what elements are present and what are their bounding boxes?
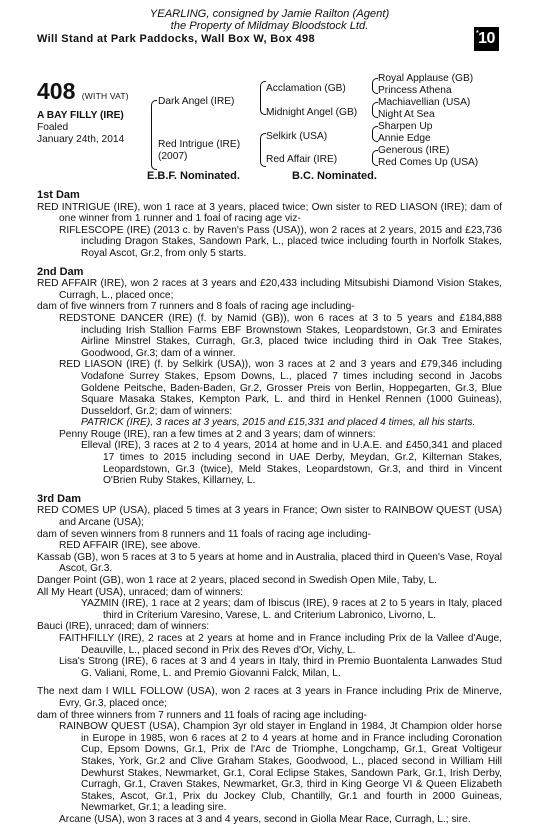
bc-nomination: B.C. Nominated. bbox=[292, 170, 377, 182]
catalogue-body bbox=[37, 190, 502, 825]
lot-badge-number: 10 bbox=[478, 30, 495, 47]
second-dam-heading: 2nd Dam bbox=[37, 265, 84, 278]
first-dam-text: RED INTRIGUE (IRE), won 1 race at 3 years, placed twice; Own sister to RED LIASON (IRE); dam of one winner from 1 runner and 1 foal of racing age viz- bbox=[37, 201, 502, 225]
sd-sire: Machiavellian (USA) bbox=[378, 97, 471, 108]
sire: Dark Angel (IRE) bbox=[158, 96, 235, 107]
first-dam-heading: 1st Dam bbox=[37, 189, 80, 201]
third-dam-grandproduce-1: YAZMIN (IRE), 1 race at 2 years; dam of Ibiscus (IRE), 9 races at 2 to 5 years in Italy, placed third in Criterium Varesino, Varese, L. and Criterium Labronico, Livorno, L. bbox=[81, 598, 502, 621]
second-dam-grandproduce-1: PATRICK (IRE), 3 races at 3 years, 2015 and £15,331 and placed 4 times, all his starts. bbox=[81, 417, 476, 429]
next-dam-produce-1: RAINBOW QUEST (USA), Champion 3yr old stayer in England in 1984, Jt Champion older horse in Europe in 1985, won 6 races at 2 to 4 years at home and in France including Coronation Cup, Epsom Downs, Gr.1, Prix de l'Arc de Triomphe, Longchamp, Gr.1, Great Voltigeur Stakes, York, Gr.2 and Clive Graham Stakes, Goodwood, L., placed second in William Hill Dewhurst Stakes, Newmarket, Gr.1, Coral Eclipse Stakes, Sandown Park, Gr.1, Irish Derby, Curragh, Gr.1, Craven Stakes, Newmarket, Gr.3, third in King George VI & Queen Elizabeth Stakes, Ascot, Gr.1, Prix du Jockey Club, Chantilly, Gr.1 and fourth in 2000 Guineas, Newmarket, Gr.1; a leading sire. bbox=[59, 721, 502, 814]
second-dam-produce-2: RED LIASON (IRE) (f. by Selkirk (USA)), won 3 races at 2 and 3 years and £79,346 including Vodafone Surrey Stakes, Epsom Downs, L., placed 7 times including second in Jacobs Goldene Peitsche, Baden-Baden, Gr.2, Grosser Preis von Berlin, Hoppegarten, Gr.3, Blue Square Masaka Stakes, Kempton Park, L. and third in Henkel Rennen (1000 Guineas), Dusseldorf, Gr.2; dam of winners: bbox=[59, 359, 502, 417]
first-dam-produce: RIFLESCOPE (IRE) (2013 c. by Raven's Pass (USA)), won 2 races at 2 years, 2015 and £23,736 including Dragon Stakes, Sandown Park, L., placed twice including fourth in Norfolk Stakes, Royal Ascot, Gr.2, from only 5 starts. bbox=[59, 224, 502, 259]
dam: Red Intrigue (IRE) bbox=[158, 139, 241, 150]
third-dam-text: RED COMES UP (USA), placed 5 times at 3 years in France; Own sister to RAINBOW QUEST (USA) and Arcane (USA); bbox=[37, 505, 502, 529]
third-dam-grandproduce-3: Lisa's Strong (IRE), 6 races at 3 and 4 years in Italy, third in Premio Buontalenta Lanwades Stud G. Valiani, Rome, L. and Premio Giovanni Falck, Milan, L. bbox=[59, 656, 502, 679]
section-gap bbox=[37, 679, 502, 686]
third-dam-grandproduce-2: FAITHFILLY (IRE), 2 races at 2 years at home and in France including Prix de la Vallee d'Auge, Deauville, L., placed second in Prix des Reves d'Or, Vichy, L. bbox=[59, 632, 502, 656]
sd-dam: Night At Sea bbox=[378, 109, 435, 120]
bracket-gen1 bbox=[151, 100, 157, 170]
consignor-line: YEARLING, consigned by Jamie Railton (Agent) bbox=[149, 8, 390, 20]
third-dam-produce-3: Danger Point (GB), won 1 race at 2 years, placed second in Swedish Open Mile, Taby, L. bbox=[37, 575, 437, 586]
next-dam-summary: dam of three winners from 7 runners and 11 foals of racing age including- bbox=[37, 709, 367, 721]
ebf-nomination: E.B.F. Nominated. bbox=[147, 170, 240, 182]
dam-sire: Selkirk (USA) bbox=[266, 131, 328, 142]
horse-name: A BAY FILLY (IRE) bbox=[37, 110, 124, 121]
dd-dam: Red Comes Up (USA) bbox=[378, 157, 479, 168]
badge-star: * bbox=[476, 30, 479, 37]
ss-dam: Princess Athena bbox=[378, 85, 452, 96]
ds-dam: Annie Edge bbox=[378, 133, 431, 144]
pedigree-table bbox=[37, 75, 507, 185]
lot-number: 408 (WITH VAT) bbox=[37, 78, 129, 104]
property-line: the Property of Mildmay Bloodstock Ltd. bbox=[170, 20, 369, 32]
stand-location: Will Stand at Park Paddocks, Wall Box W, Box 498 bbox=[37, 33, 315, 45]
third-dam-produce-2: Kassab (GB), won 5 races at 3 to 5 years at home and in Australia, placed third in Queen's Vase, Royal Ascot, Gr.3. bbox=[37, 551, 502, 575]
ds-sire: Sharpen Up bbox=[378, 121, 433, 132]
second-dam-summary: dam of five winners from 7 runners and 8 foals of racing age including- bbox=[37, 301, 355, 313]
second-dam-text: RED AFFAIR (IRE), won 2 races at 3 years and £20,433 including Mitsubishi Diamond Vision Stakes, Curragh, L., placed once; bbox=[37, 278, 502, 301]
next-dam-produce-2: Arcane (USA), won 3 races at 3 and 4 years, second in Giolla Mear Race, Curragh, L.; sire. bbox=[59, 813, 471, 825]
next-dam-text: The next dam I WILL FOLLOW (USA), won 2 races at 3 years in France including Prix de Minerve, Evry, Gr.3, placed once; bbox=[37, 686, 502, 709]
foaled-date: January 24th, 2014 bbox=[37, 134, 125, 145]
third-dam-heading: 3rd Dam bbox=[37, 492, 82, 505]
third-dam-produce-4: All My Heart (USA), unraced; dam of winners: bbox=[37, 586, 244, 598]
dam-dam: Red Affair (IRE) bbox=[266, 154, 338, 165]
second-dam-produce-3: Penny Rouge (IRE), ran a few times at 2 and 3 years; dam of winners: bbox=[59, 428, 376, 440]
ss-sire: Royal Applause (GB) bbox=[378, 73, 474, 84]
sire-dam: Midnight Angel (GB) bbox=[266, 107, 358, 118]
third-dam-produce-1: RED AFFAIR (IRE), see above. bbox=[59, 540, 201, 552]
second-dam-produce-1: REDSTONE DANCER (IRE) (f. by Namid (GB)), won 6 races at 3 to 5 years and £184,888 including Irish Stallion Farms EBF Brownstown Stakes, Leopardstown, Gr.3 and Emirates Airline Minstrel Stakes, Curragh, Gr.3, placed twice including third in Oak Tree Stakes, Goodwood, Gr.3; dam of a winner. bbox=[59, 312, 502, 359]
lot-badge bbox=[474, 27, 499, 51]
second-dam-grandproduce-2: Elleval (IRE), 3 races at 2 to 4 years, 2014 at home and in U.A.E. and £450,341 and placed 17 times to 2015 including second in UAE Derby, Meydan, Gr.2, Kilternan Stakes, Leopardstown, Gr.3 (twice), Meld Stakes, Leopardstown, Gr.3, and third in Vincent O'Brien Ruby Stakes, Killarney, L. bbox=[81, 440, 502, 487]
third-dam-summary: dam of seven winners from 8 runners and 11 foals of racing age including- bbox=[37, 528, 371, 540]
dd-sire: Generous (IRE) bbox=[378, 145, 450, 156]
foaled-label: Foaled bbox=[37, 122, 69, 133]
sire-sire: Acclamation (GB) bbox=[266, 83, 346, 94]
dam-year: (2007) bbox=[158, 151, 188, 162]
third-dam-produce-5: Bauci (IRE), unraced; dam of winners: bbox=[37, 621, 210, 633]
